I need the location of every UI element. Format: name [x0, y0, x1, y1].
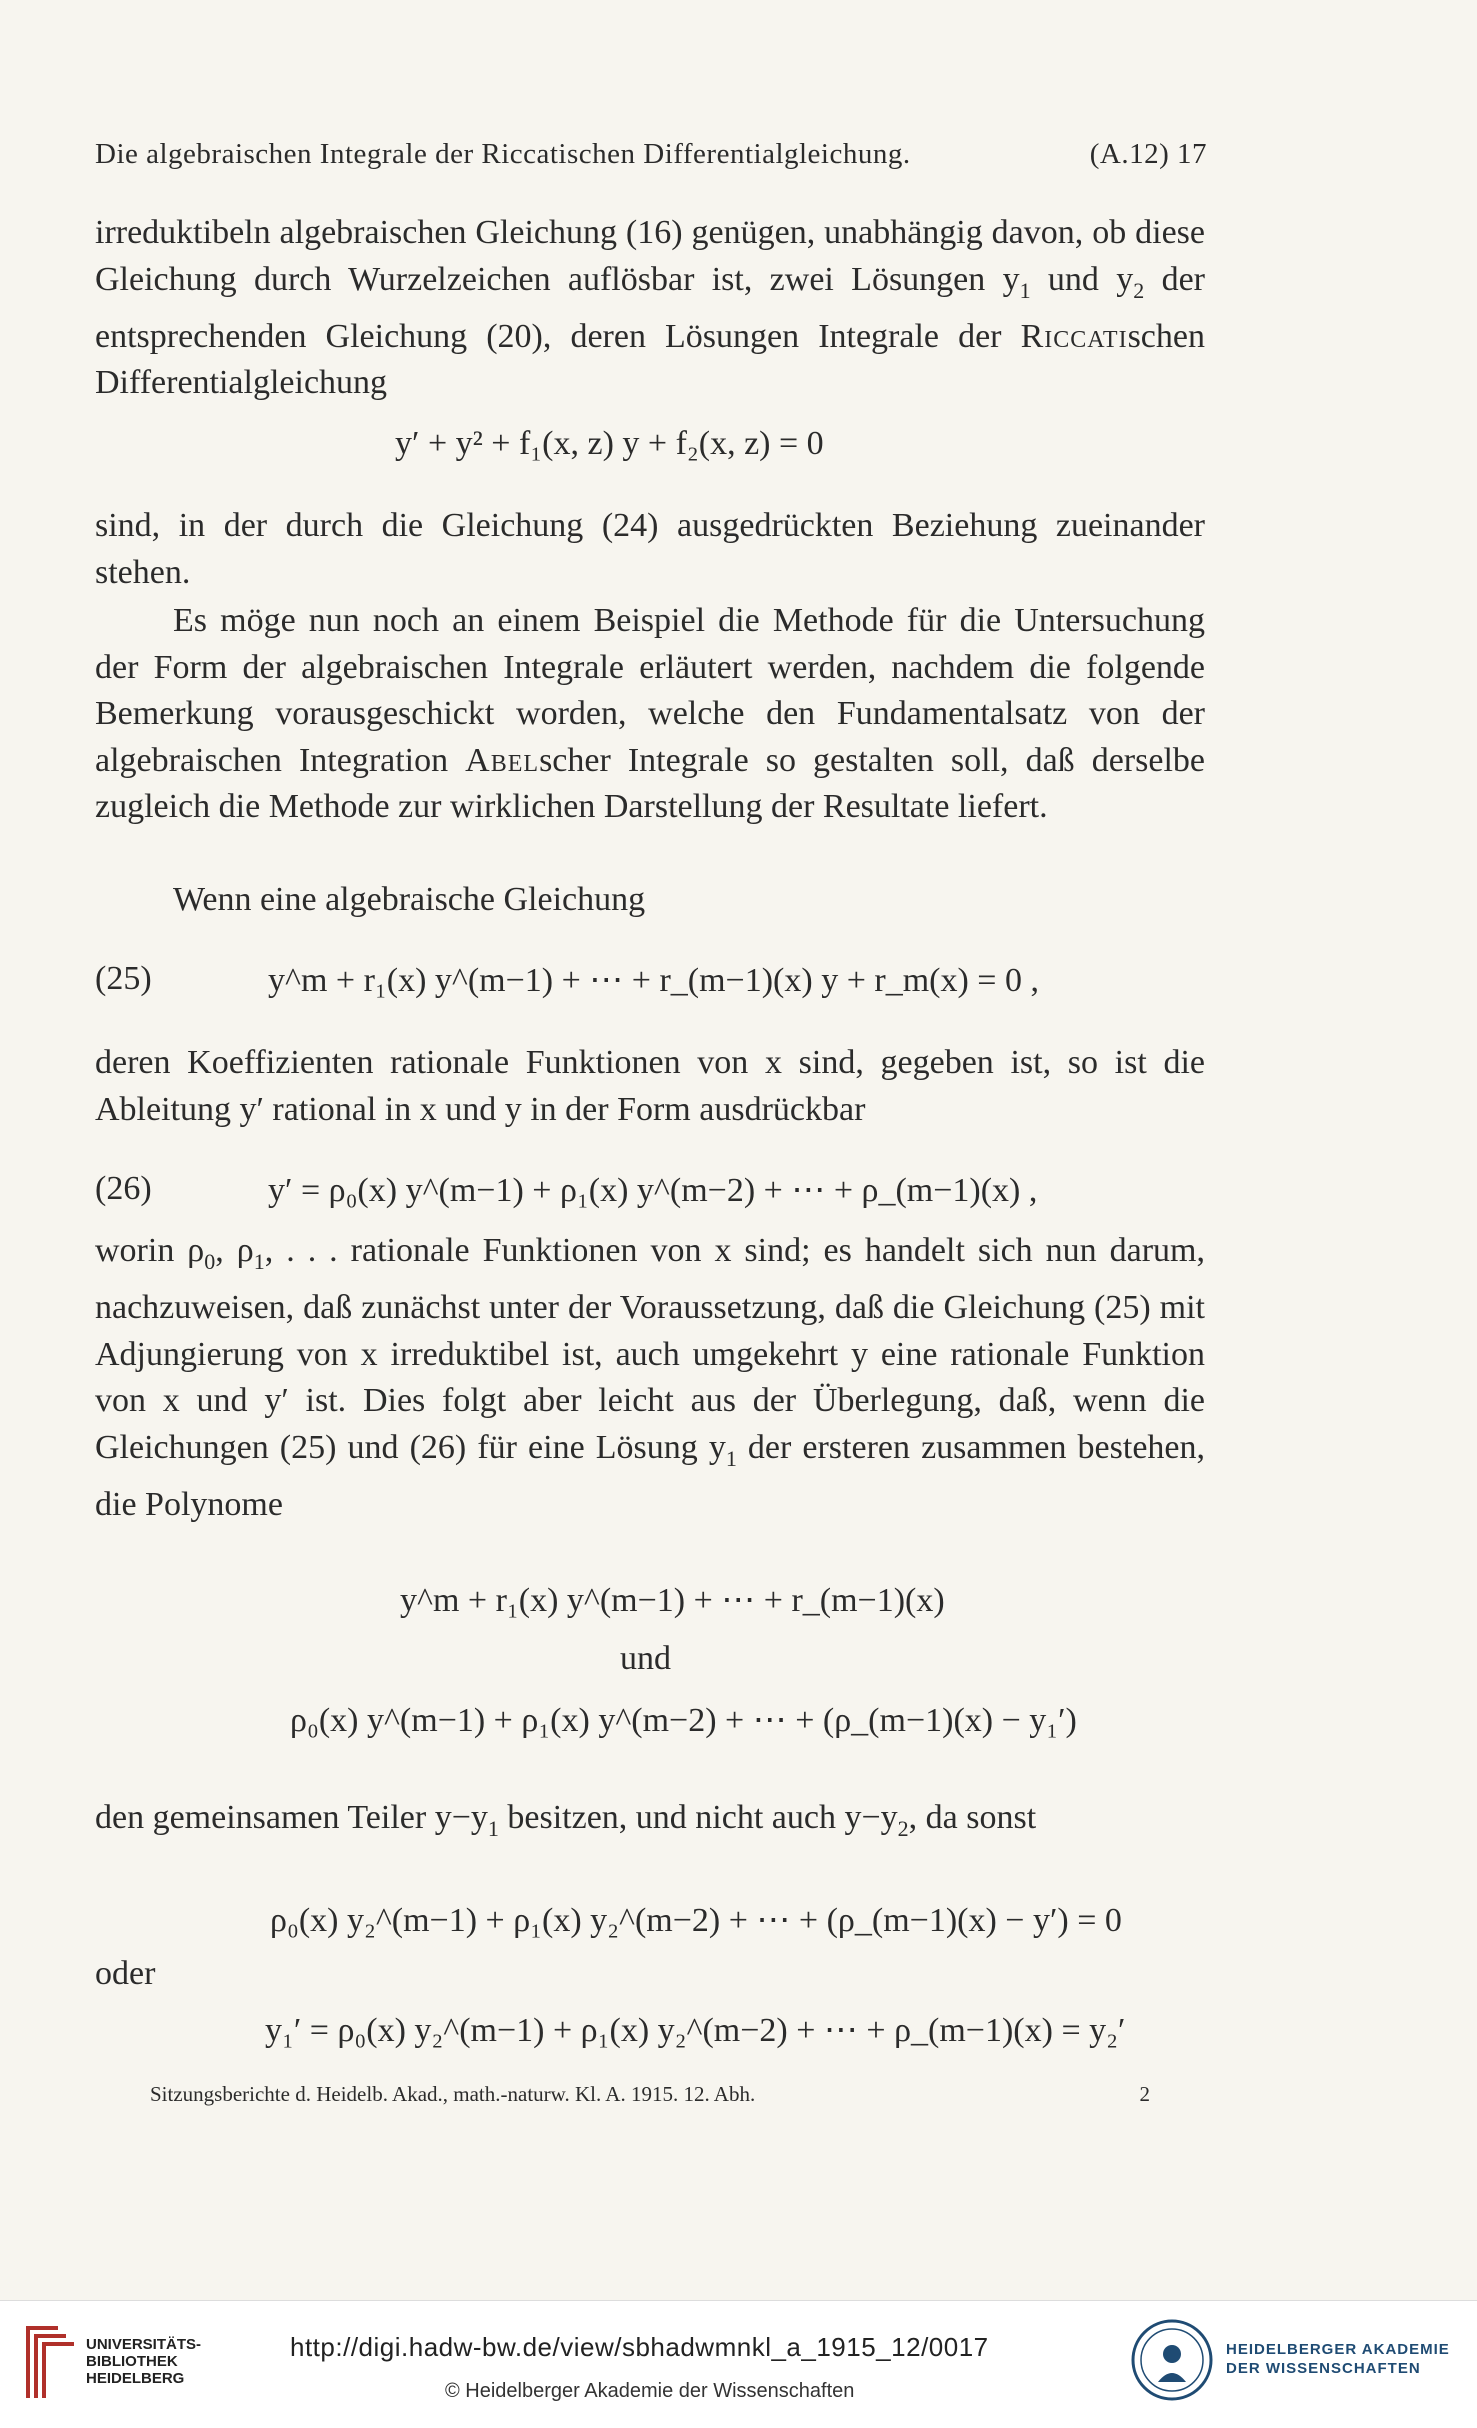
- page-footer: [150, 2082, 1150, 2107]
- para1-text-b: und y: [1030, 260, 1134, 298]
- author-name-riccati: Riccati: [1020, 317, 1128, 355]
- word-oder: oder: [95, 1955, 156, 1992]
- para1-text-a: irreduktibeln algebraischen Gleichung (16) genügen, unabhängig davon, ob diese Gleichung durch Wurzelzeichen auflösbar ist, zwei Lösungen y: [95, 214, 1205, 298]
- paragraph-6: worin $\rho_0$, $\rho_1$, . . . rationale Funktionen von x sind; es handelt sich nun darum, nachzuweisen, daß zunächst unter der Voraussetzung, daß die Gleichung (25) mit Adjungierung von x irreduktibel ist, auch umgekehrt y eine rationale Funktion von x und y′ ist. Dies folgt aber leicht aus der Überlegung, daß, wenn die Gleichungen (25) und (26) für eine Lösung $y_1$ der ersteren zusammen bestehen, die Polynome: [95, 1232, 1205, 1524]
- equation-riccati: y′ + y² + f₁(x, z) y + f₂(x, z) = 0: [395, 425, 824, 462]
- para7-text-a: den gemeinsamen Teiler y−y: [95, 1799, 488, 1836]
- para1-text-d: schen Differentialgleichung: [95, 317, 1205, 402]
- equation-26-number: (26): [95, 1170, 152, 1207]
- para7-text-c: , da sonst: [908, 1799, 1037, 1836]
- para4-text: Wenn eine algebraische Gleichung: [173, 881, 646, 918]
- equation-26: y′ = ρ₀(x) y^(m−1) + ρ₁(x) y^(m−2) + ⋯ + ρ_(m−1)(x) ,: [268, 1172, 1038, 1209]
- para6-text-c: , . . . rationale Funktionen von x sind; es handelt sich nun darum, nachzuweisen, daß zunächst unter der Voraussetzung, daß die Gleichung (25) mit Adjungierung von x irreduktibel ist, auch umgekehrt y eine rationale Funktion von x und y′ ist. Dies folgt aber leicht aus der Überlegung, daß, wenn die Gleichungen (25) und (26) für eine Lösung y: [95, 1232, 1205, 1466]
- equation-sonst: ρ₀(x) y₂^(m−1) + ρ₁(x) y₂^(m−2) + ⋯ + (ρ_(m−1)(x) − y′) = 0: [270, 1902, 1122, 1939]
- permalink-url[interactable]: http://digi.hadw-bw.de/view/sbhadwmnkl_a_1915_12/0017: [290, 2332, 989, 2362]
- para1-text-c: der entsprechenden Gleichung (20), deren Lösungen Integrale der: [95, 260, 1205, 355]
- running-header: [95, 138, 1207, 171]
- header-title: Die algebraischen Integrale der Riccatischen Differentialgleichung.: [95, 138, 911, 170]
- para5-text: deren Koeffizienten rationale Funktionen von x sind, gegeben ist, so ist die Ableitung y′ rational in x und y in der Form ausdrückbar: [95, 1044, 1205, 1128]
- paragraph-4: [95, 877, 1205, 924]
- header-page-ref: (A.12) 17: [1089, 138, 1207, 170]
- academy-name: HEIDELBERGER AKADEMIE DER WISSENSCHAFTEN: [1226, 2341, 1450, 2377]
- para3-text-b: scher Integrale so gestalten soll, daß derselbe zugleich die Methode zur wirklichen Darstellung der Resultate liefert.: [95, 741, 1205, 825]
- library-logo-icon: [18, 2318, 76, 2408]
- para6-text-b: , ρ: [215, 1232, 254, 1269]
- para2-text: sind, in der durch die Gleichung (24) ausgedrückten Beziehung zueinander stehen.: [95, 507, 1205, 591]
- equation-oder: y₁′ = ρ₀(x) y₂^(m−1) + ρ₁(x) y₂^(m−2) + ⋯ + ρ_(m−1)(x) = y₂′: [265, 2012, 1126, 2049]
- footer-citation: Sitzungsberichte d. Heidelb. Akad., math.-naturw. Kl. A. 1915. 12. Abh.: [150, 2082, 756, 2106]
- paragraph-1: irreduktibeln algebraischen Gleichung (16) genügen, unabhängig davon, ob diese Gleichung durch Wurzelzeichen auflösbar ist, zwei Lösungen $y_1$ und $y_2$ der entsprechenden Gleichung (20), deren Lösungen Integrale der Riccatischen Differentialgleichung: [95, 214, 1205, 402]
- paragraph-5: [95, 1040, 1205, 1133]
- paragraph-2: [95, 503, 1205, 596]
- library-name: UNIVERSITÄTS- BIBLIOTHEK HEIDELBERG: [86, 2336, 202, 2387]
- para7-text-b: besitzen, und nicht auch y−y: [498, 1799, 898, 1836]
- para3-text-a: Es möge nun noch an einem Beispiel die Methode für die Untersuchung der Form der algebraischen Integrale erläutert werden, nachdem die folgende Bemerkung vorausgeschickt worden, welche den Fundamentalsatz von der algebraischen Integration: [95, 602, 1205, 779]
- para6-text-d: der ersteren zusammen bestehen, die Polynome: [95, 1428, 1205, 1524]
- equation-polynomial-2: ρ₀(x) y^(m−1) + ρ₁(x) y^(m−2) + ⋯ + (ρ_(m−1)(x) − y₁′): [290, 1702, 1077, 1739]
- copyright-notice: © Heidelberger Akademie der Wissenschaften: [445, 2380, 855, 2402]
- para6-text-a: worin ρ: [95, 1232, 205, 1269]
- equation-25-number: (25): [95, 960, 152, 997]
- equation-polynomial-1: y^m + r₁(x) y^(m−1) + ⋯ + r_(m−1)(x): [400, 1582, 945, 1619]
- equation-25: y^m + r₁(x) y^(m−1) + ⋯ + r_(m−1)(x) y + r_m(x) = 0 ,: [268, 962, 1039, 999]
- footer-signature-number: 2: [1139, 2082, 1150, 2106]
- paragraph-7: den gemeinsamen Teiler $y-y_1$ besitzen, und nicht auch $y-y_2$, da sonst: [95, 1799, 1037, 1841]
- word-und: und: [620, 1640, 671, 1677]
- academy-seal-icon: [1130, 2318, 1214, 2402]
- paragraph-3: [95, 598, 1205, 831]
- author-name-abel: Abel: [465, 741, 540, 779]
